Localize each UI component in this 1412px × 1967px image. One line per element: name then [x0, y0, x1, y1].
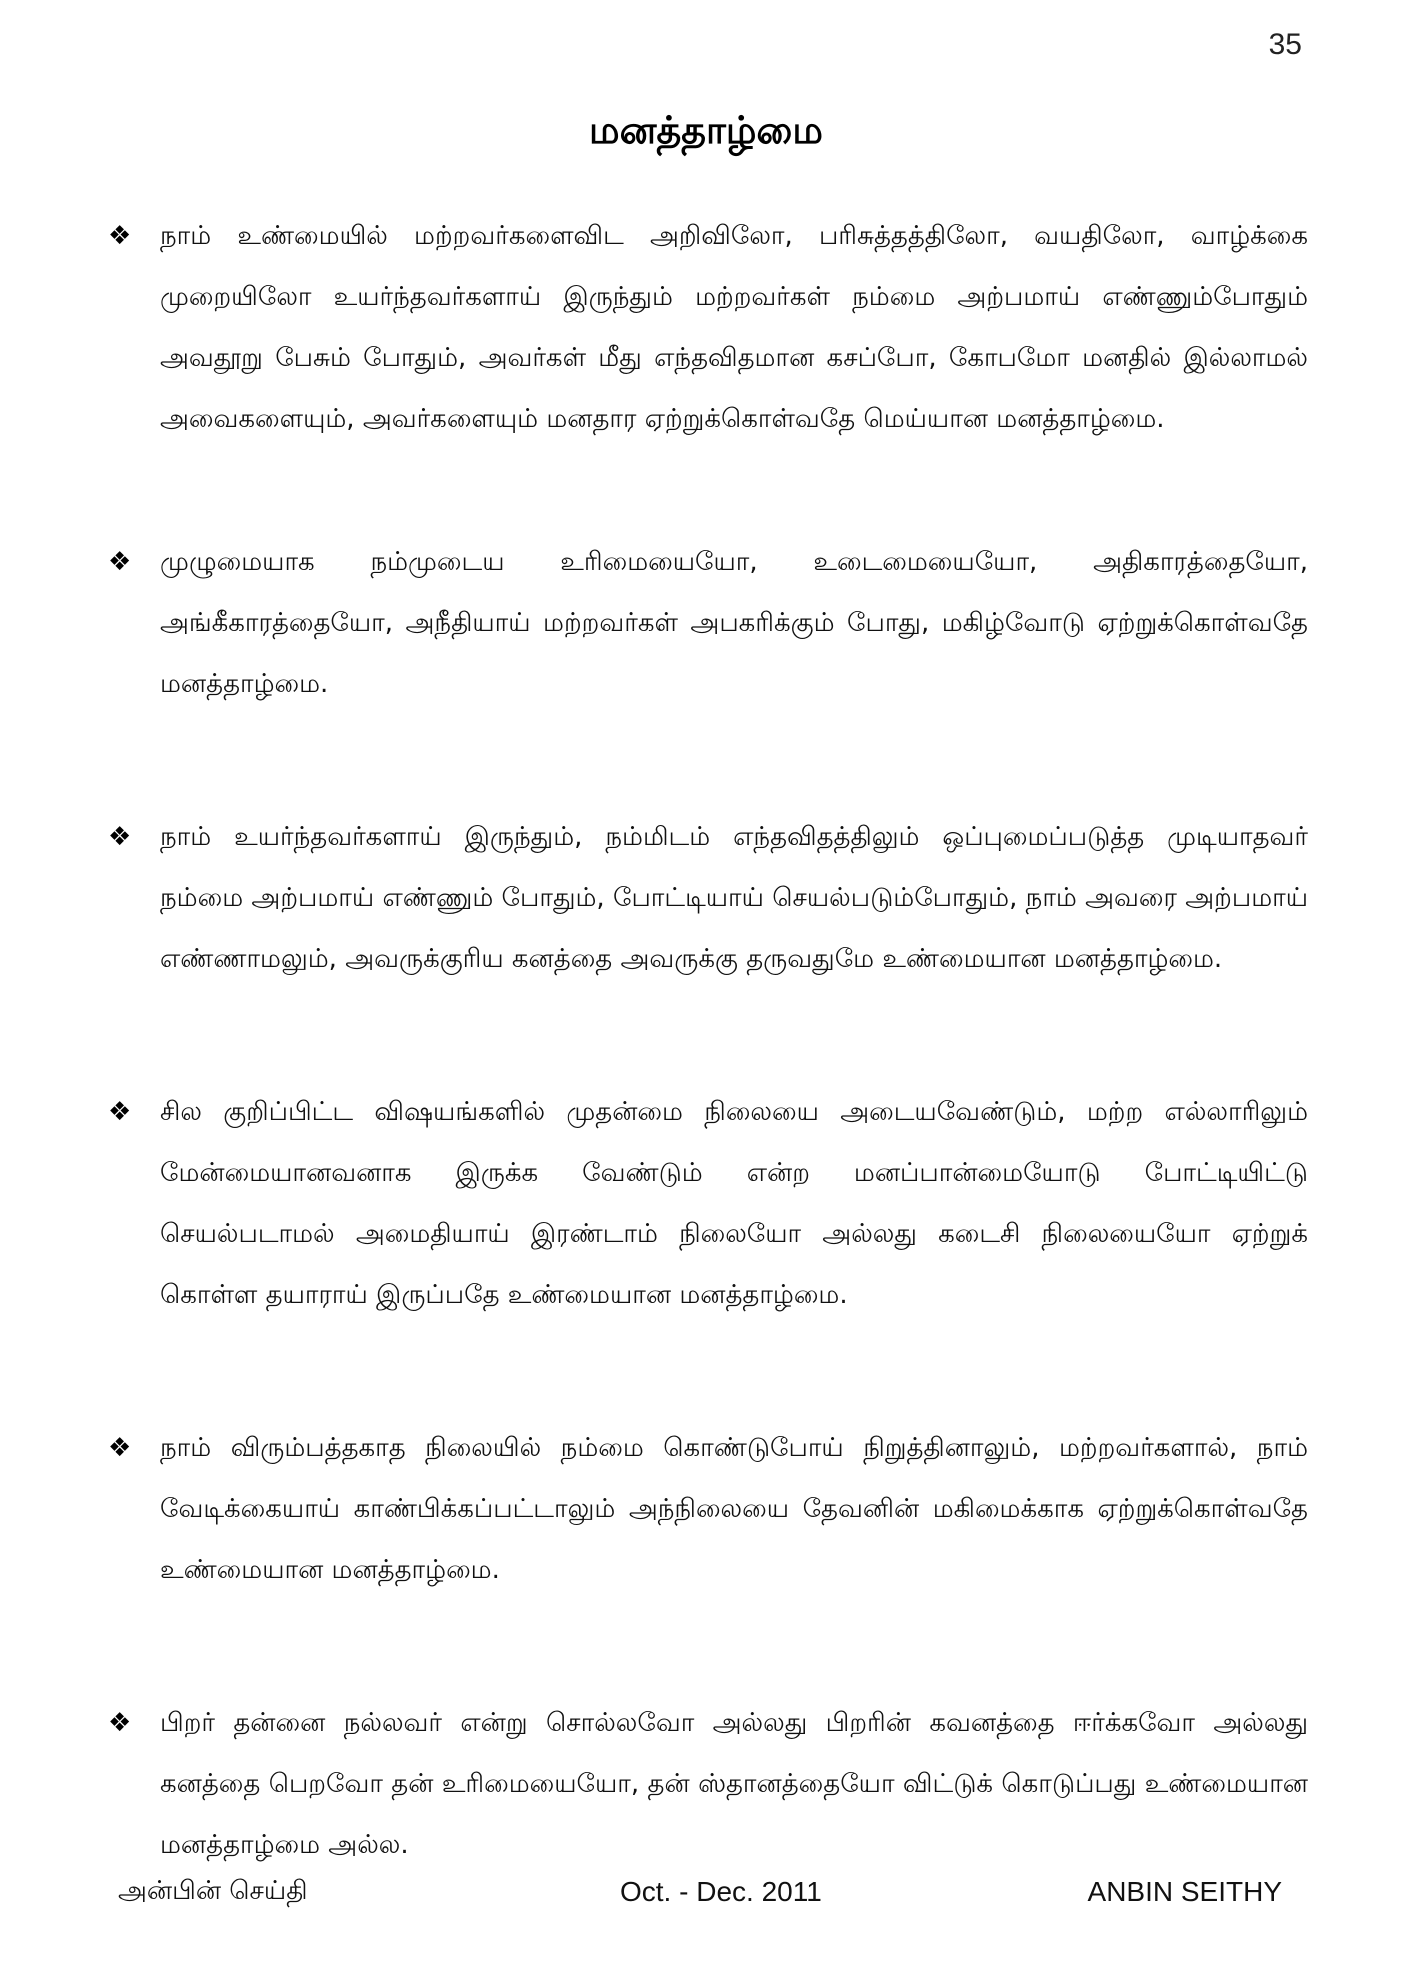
- diamond-bullet-icon: ❖: [108, 221, 132, 251]
- list-item: [108, 1418, 1308, 1601]
- diamond-bullet-icon: ❖: [108, 1097, 132, 1127]
- footer-magazine-name-tamil: அன்பின் செய்தி: [118, 1876, 308, 1906]
- bullet-list: [108, 206, 1308, 1938]
- list-item-text: நாம் உயர்ந்தவர்களாய் இருந்தும், நம்மிடம் எந்தவிதத்திலும் ஒப்புமைப்படுத்த முடியாதவர் நம்மை அற்பமாய் எண்ணும் போதும், போட்டியாய் செயல்படும்போதும், நாம் அவரை அற்பமாய் எண்ணாமலும், அவருக்குரிய கனத்தை அவருக்கு தருவதுமே உண்மையான மனத்தாழ்மை.: [160, 822, 1308, 974]
- diamond-bullet-icon: ❖: [108, 1708, 132, 1738]
- footer-issue-date: Oct. - Dec. 2011: [620, 1876, 822, 1907]
- list-item-text: நாம் உண்மையில் மற்றவர்களைவிட அறிவிலோ, பரிசுத்தத்திலோ, வயதிலோ, வாழ்க்கை முறையிலோ உயர்ந்தவர்களாய் இருந்தும் மற்றவர்கள் நம்மை அற்பமாய் எண்ணும்போதும் அவதூறு பேசும் போதும், அவர்கள் மீது எந்தவிதமான கசப்போ, கோபமோ மனதில் இல்லாமல் அவைகளையும், அவர்களையும் மனதார ஏற்றுக்கொள்வதே மெய்யான மனத்தாழ்மை.: [160, 221, 1308, 434]
- list-item: [108, 807, 1308, 990]
- list-item: [108, 1693, 1308, 1876]
- list-item: [108, 206, 1308, 450]
- diamond-bullet-icon: ❖: [108, 1433, 132, 1463]
- list-item-text: பிறர் தன்னை நல்லவர் என்று சொல்லவோ அல்லது பிறரின் கவனத்தை ஈர்க்கவோ அல்லது கனத்தை பெறவோ தன் உரிமையையோ, தன் ஸ்தானத்தையோ விட்டுக் கொடுப்பது உண்மையான மனத்தாழ்மை அல்ல.: [160, 1708, 1308, 1860]
- footer-magazine-name-english: ANBIN SEITHY: [1087, 1876, 1282, 1907]
- page-title: மனத்தாழ்மை: [589, 108, 823, 152]
- diamond-bullet-icon: ❖: [108, 547, 132, 577]
- page-number: 35: [1268, 28, 1302, 61]
- list-item: [108, 1082, 1308, 1326]
- diamond-bullet-icon: ❖: [108, 822, 132, 852]
- list-item-text: நாம் விரும்பத்தகாத நிலையில் நம்மை கொண்டுபோய் நிறுத்தினாலும், மற்றவர்களால், நாம் வேடிக்கையாய் காண்பிக்கப்பட்டாலும் அந்நிலையை தேவனின் மகிமைக்காக ஏற்றுக்கொள்வதே உண்மையான மனத்தாழ்மை.: [160, 1433, 1308, 1585]
- list-item-text: சில குறிப்பிட்ட விஷயங்களில் முதன்மை நிலையை அடையவேண்டும், மற்ற எல்லாரிலும் மேன்மையானவனாக இருக்க வேண்டும் என்ற மனப்பான்மையோடு போட்டியிட்டு செயல்படாமல் அமைதியாய் இரண்டாம் நிலையோ அல்லது கடைசி நிலையையோ ஏற்றுக் கொள்ள தயாராய் இருப்பதே உண்மையான மனத்தாழ்மை.: [160, 1097, 1308, 1310]
- list-item-text: முழுமையாக நம்முடைய உரிமையையோ, உடைமையையோ, அதிகாரத்தையோ, அங்கீகாரத்தையோ, அநீதியாய் மற்றவர்கள் அபகரிக்கும் போது, மகிழ்வோடு ஏற்றுக்கொள்வதே மனத்தாழ்மை.: [160, 547, 1308, 699]
- list-item: [108, 532, 1308, 715]
- page-footer: [0, 1876, 1412, 1916]
